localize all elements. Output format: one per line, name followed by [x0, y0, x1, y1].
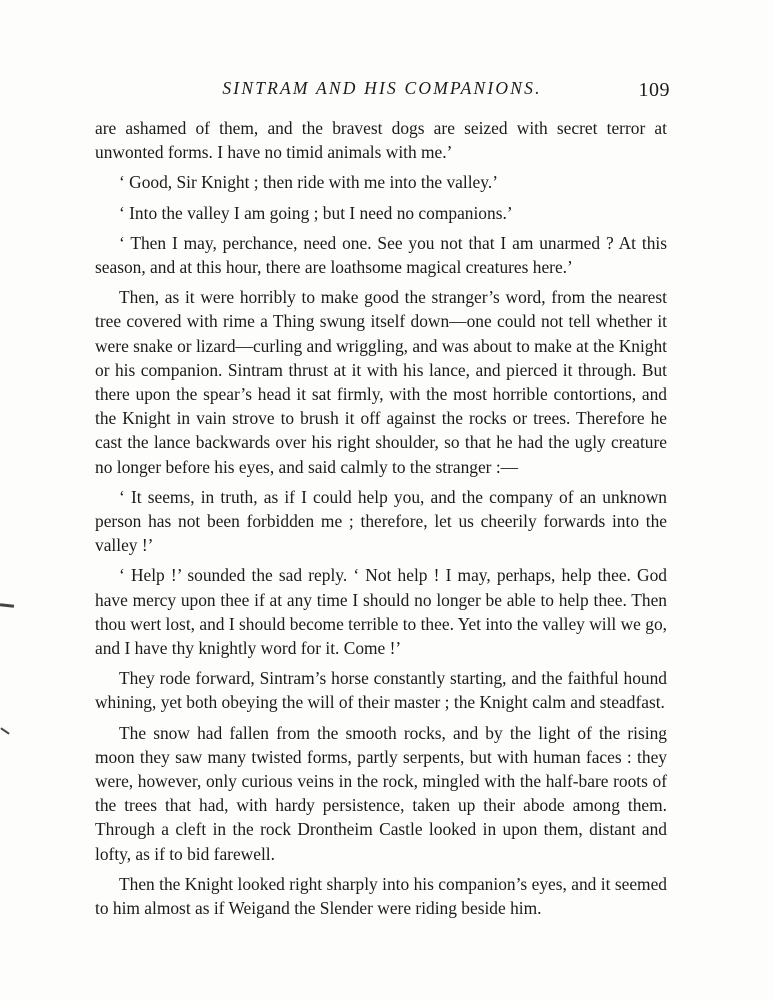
margin-mark [0, 727, 9, 734]
paragraph: ‘ Help !’ sounded the sad reply. ‘ Not help ! I may, perhaps, help thee. God have mercy upon thee if at any time I should no longer be able to help thee. Then thou wert lost, and I should become terrible to thee. Yet into the valley will we go, and I have thy knightly word for it. Come !’ [95, 565, 667, 659]
paragraph: Then the Knight looked right sharply into his companion’s eyes, and it seemed to him almost as if Weigand the Slender were riding beside him. [95, 873, 667, 919]
paragraph: Then, as it were horribly to make good the stranger’s word, from the nearest tree covered with rime a Thing swung itself down—one could not tell whether it were snake or lizard—curling and wriggling, and was about to make at the Knight or his companion. Sintram thrust at it with his lance, and pierced it through. But there upon the spear’s head it sat firmly, with the most horrible contortions, and the Knight in vain strove to brush it off against the rocks or trees. Therefore he cast the lance backwards over his right shoulder, so that he had the ugly creature no longer before his eyes, and said calmly to the stranger :— [95, 287, 667, 477]
paragraph: are ashamed of them, and the bravest dogs are seized with secret terror at unwonted forms. I have no timid animals with me.’ [95, 118, 667, 163]
paragraph: ‘ Then I may, perchance, need one. See you not that I am unarmed ? At this season, and at this hour, there are loathsome magical creatures here.’ [95, 232, 667, 278]
paragraph: ‘ Good, Sir Knight ; then ride with me into the valley.’ [119, 172, 498, 193]
paragraph: ‘ Into the valley I am going ; but I need no companions.’ [119, 202, 513, 223]
margin-mark [0, 603, 14, 607]
body-text [95, 116, 667, 926]
page-number: 109 [638, 79, 670, 101]
paragraph: The snow had fallen from the smooth rocks, and by the light of the rising moon they saw many twisted forms, partly serpents, but with human faces : they were, however, only curious veins in the rock, mingled with the half-bare roots of the trees that had, with hardy persistence, taken up their abode among them. Through a cleft in the rock Drontheim Castle looked in upon them, distant and lofty, as if to bid farewell. [95, 722, 667, 864]
paragraph: They rode forward, Sintram’s horse constantly starting, and the faithful hound whining, yet both obeying the will of their master ; the Knight calm and steadfast. [95, 668, 667, 713]
running-title: SINTRAM AND HIS COMPANIONS. [222, 78, 542, 98]
paragraph: ‘ It seems, in truth, as if I could help you, and the company of an unknown person has not been forbidden me ; therefore, let us cheerily forwards into the valley !’ [95, 486, 667, 556]
running-head [96, 78, 668, 102]
